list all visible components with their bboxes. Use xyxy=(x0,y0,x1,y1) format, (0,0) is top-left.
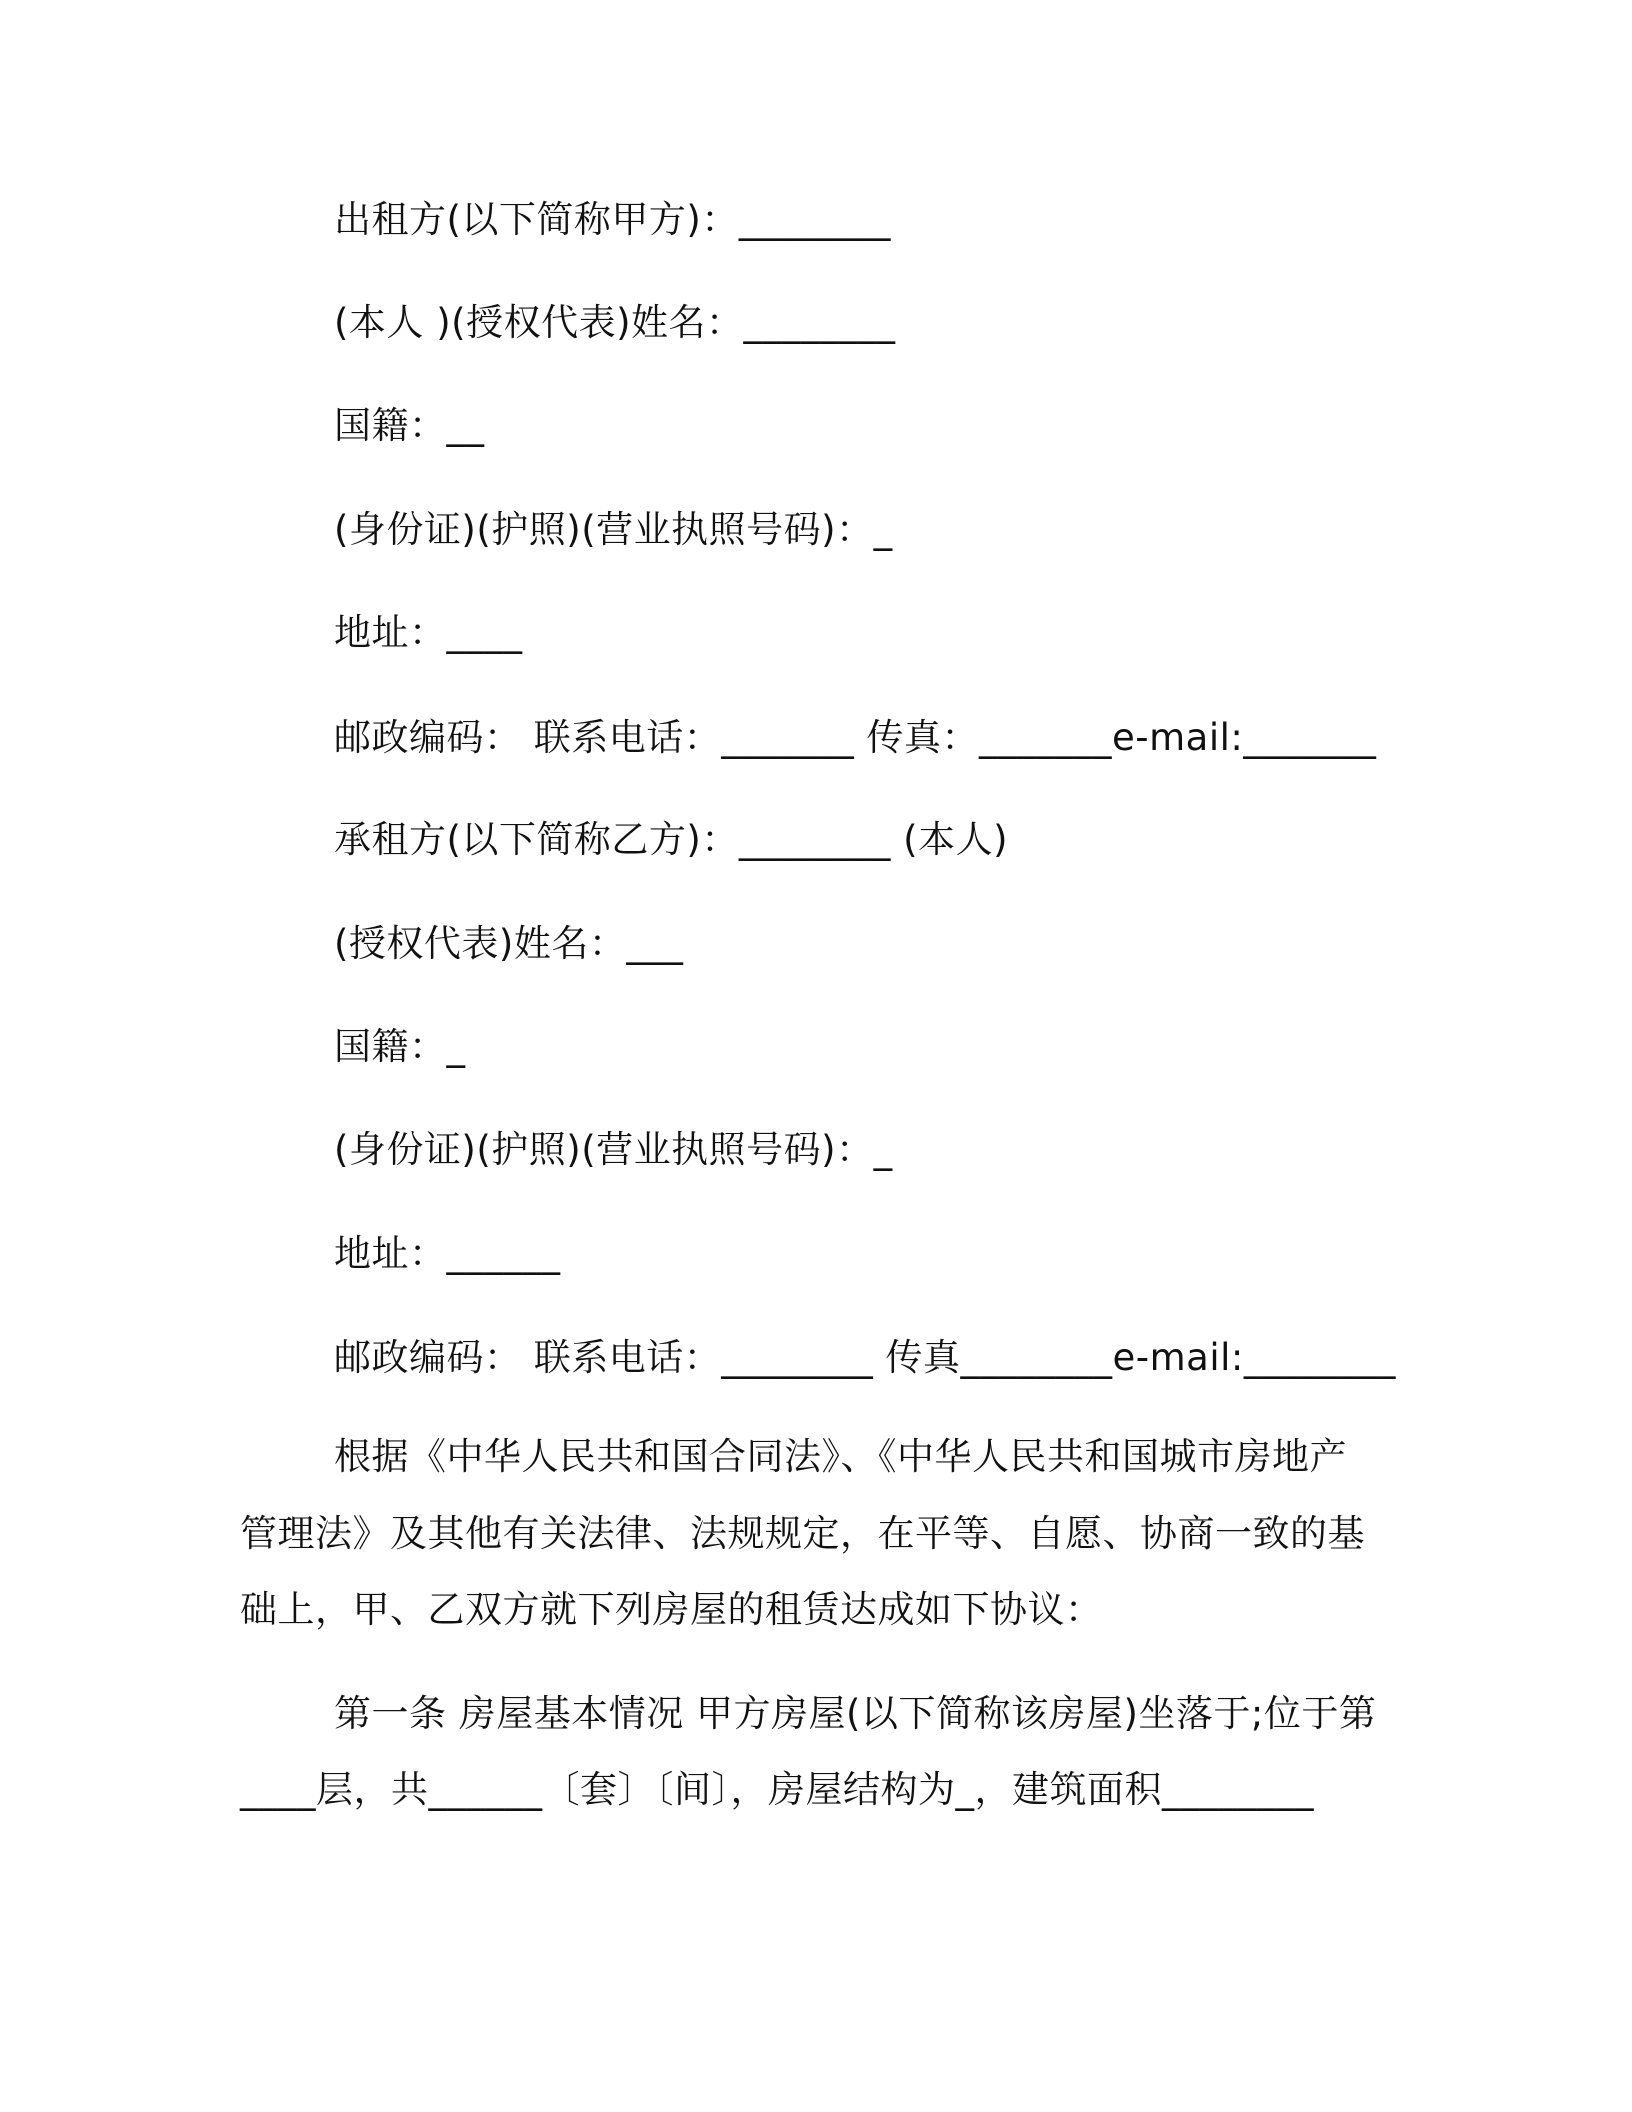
preamble-line: 础上，甲、乙双方就下列房屋的租赁达成如下协议： xyxy=(240,1588,1103,1631)
lessee-address-line: 地址：______ xyxy=(334,1232,561,1275)
article-1-line: 第一条 房屋基本情况 甲方房屋(以下简称该房屋)坐落于;位于第 xyxy=(334,1692,1377,1735)
lessor-address-line: 地址：____ xyxy=(334,611,523,654)
lessee-id-line: (身份证)(护照)(营业执照号码)：_ xyxy=(334,1128,893,1171)
lessor-party-line: 出租方(以下简称甲方)：________ xyxy=(334,198,891,241)
lessee-contact-line: 邮政编码： 联系电话：________ 传真________e-mail:________ xyxy=(334,1336,1396,1379)
lessee-party-line: 承租方(以下简称乙方)：________ (本人) xyxy=(334,818,1009,861)
lessor-id-line: (身份证)(护照)(营业执照号码)：_ xyxy=(334,508,893,551)
article-1-line: ____层，共______〔套〕〔间〕，房屋结构为_，建筑面积________ xyxy=(240,1768,1314,1811)
lessee-name-line: (授权代表)姓名：___ xyxy=(334,922,684,965)
lessor-name-line: (本人 )(授权代表)姓名：________ xyxy=(334,301,896,344)
lessor-nationality-line: 国籍：__ xyxy=(334,404,485,447)
preamble-line: 管理法》及其他有关法律、法规规定，在平等、自愿、协商一致的基 xyxy=(240,1512,1365,1555)
lessor-contact-line: 邮政编码： 联系电话：_______ 传真：_______e-mail:_______ xyxy=(334,716,1377,759)
preamble-line: 根据《中华人民共和国合同法》、《中华人民共和国城市房地产 xyxy=(334,1435,1347,1478)
lessee-nationality-line: 国籍：_ xyxy=(334,1025,466,1068)
